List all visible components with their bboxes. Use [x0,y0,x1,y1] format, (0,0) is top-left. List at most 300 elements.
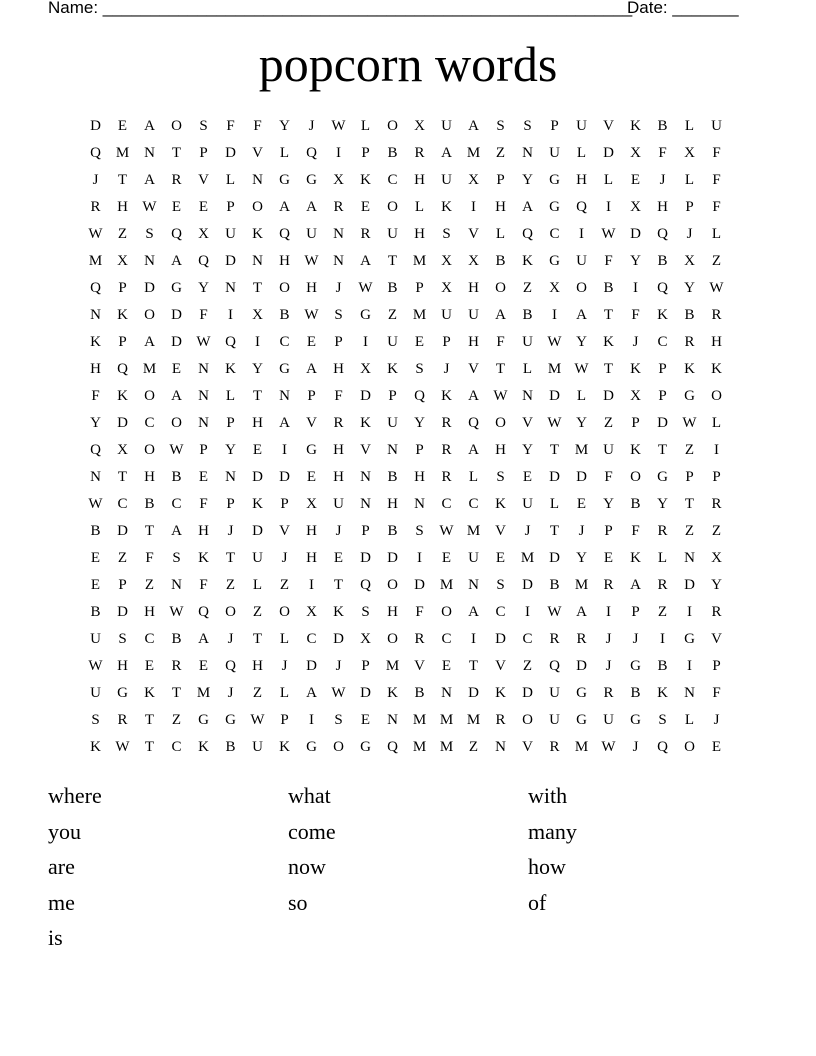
grid-letter: K [252,226,263,242]
grid-letter: B [225,739,236,755]
grid-letter: X [441,280,452,296]
grid-letter: E [522,469,533,485]
grid-letter: N [90,307,101,323]
grid-letter: D [549,388,560,404]
grid-letter: X [468,172,479,188]
grid-row [82,221,730,248]
grid-letter: J [92,172,99,188]
grid-letter: R [711,307,722,323]
grid-letter: E [495,550,506,566]
grid-letter: V [306,415,317,431]
grid-letter: F [712,172,721,188]
grid-letter: N [144,145,155,161]
grid-letter: F [604,253,613,269]
grid-letter: A [171,388,182,404]
grid-letter: Q [225,334,236,350]
grid-letter: P [604,523,613,539]
grid-letter: A [360,253,371,269]
grid-letter: K [360,172,371,188]
grid-letter: J [443,361,450,377]
grid-letter: S [361,604,370,620]
grid-letter: E [441,550,452,566]
grid-letter: L [549,496,560,512]
grid-letter: D [171,334,182,350]
grid-letter: C [117,496,128,512]
grid-letter: U [711,118,722,134]
grid-letter: W [547,334,562,350]
grid-letter: K [252,496,263,512]
grid-letter: W [709,280,724,296]
grid-letter: P [685,199,694,215]
grid-letter: E [252,442,263,458]
grid-letter: K [657,685,668,701]
grid-letter: U [603,442,614,458]
grid-letter: O [279,280,290,296]
grid-letter: O [387,118,398,134]
grid-letter: Y [198,280,209,296]
grid-row [82,194,730,221]
grid-letter: G [576,712,587,728]
grid-letter: B [171,631,182,647]
grid-letter: H [468,334,479,350]
grid-letter: M [466,712,481,728]
grid-letter: K [630,118,641,134]
grid-letter: T [549,523,560,539]
grid-letter: K [225,361,236,377]
grid-letter: G [225,712,236,728]
grid-letter: D [414,577,425,593]
grid-letter: W [88,496,103,512]
grid-letter: R [90,199,101,215]
grid-letter: H [414,469,425,485]
grid-letter: A [468,442,479,458]
grid-letter: D [603,145,614,161]
grid-letter: W [547,604,562,620]
grid-letter: E [90,550,101,566]
grid-letter: Z [279,577,290,593]
grid-letter: W [115,739,130,755]
grid-letter: F [91,388,100,404]
grid-letter: Q [657,226,668,242]
grid-letter: E [360,199,371,215]
grid-letter: Q [306,145,317,161]
grid-letter: O [441,604,452,620]
grid-letter: P [118,334,127,350]
grid-row [82,302,730,329]
grid-row [82,626,730,653]
grid-letter: W [682,415,697,431]
grid-letter: K [495,685,506,701]
grid-letter: P [631,415,640,431]
grid-letter: R [414,145,425,161]
grid-letter: B [387,469,398,485]
grid-letter: X [630,199,641,215]
grid-letter: D [360,388,371,404]
grid-letter: J [632,739,639,755]
grid-letter: J [659,172,666,188]
grid-letter: N [387,442,398,458]
grid-letter: H [279,253,290,269]
grid-letter: A [171,523,182,539]
grid-letter: R [171,172,182,188]
grid-letter: K [441,388,452,404]
grid-letter: N [522,388,533,404]
grid-letter: R [171,658,182,674]
grid-letter: L [225,388,236,404]
grid-letter: C [522,631,533,647]
grid-letter: W [358,280,373,296]
grid-letter: J [686,226,693,242]
grid-letter: E [711,739,722,755]
grid-letter: X [711,550,722,566]
grid-letter: U [441,118,452,134]
grid-letter: K [711,361,722,377]
grid-letter: M [115,145,130,161]
grid-letter: W [493,388,508,404]
grid-letter: O [144,307,155,323]
grid-letter: K [630,442,641,458]
grid-letter: F [199,496,208,512]
grid-letter: L [279,685,290,701]
grid-letter: D [549,550,560,566]
grid-letter: P [631,604,640,620]
grid-letter: M [520,550,535,566]
grid-letter: Q [657,739,668,755]
grid-letter: O [495,415,506,431]
grid-letter: N [522,145,533,161]
grid-letter: P [415,442,424,458]
grid-letter: V [522,415,533,431]
grid-letter: I [525,604,530,620]
grid-letter: B [603,280,614,296]
grid-letter: A [630,577,641,593]
grid-letter: X [441,253,452,269]
grid-letter: N [360,496,371,512]
grid-letter: T [117,469,128,485]
grid-letter: N [333,226,344,242]
grid-letter: R [414,631,425,647]
grid-letter: V [495,658,506,674]
grid-letter: C [279,334,290,350]
grid-letter: V [198,172,209,188]
grid-letter: G [117,685,128,701]
grid-letter: U [90,631,101,647]
grid-letter: R [441,469,452,485]
grid-letter: O [387,199,398,215]
grid-letter: I [687,604,692,620]
grid-letter: A [279,199,290,215]
grid-letter: M [574,442,589,458]
grid-letter: H [387,604,398,620]
grid-letter: T [252,280,263,296]
grid-letter: B [144,496,155,512]
grid-letter: G [198,712,209,728]
grid-letter: L [522,361,533,377]
grid-letter: U [576,253,587,269]
grid-letter: Y [414,415,425,431]
grid-letter: O [171,415,182,431]
grid-letter: O [495,280,506,296]
grid-row [82,545,730,572]
word-bank-item: how [528,854,566,879]
grid-letter: O [576,280,587,296]
grid-letter: N [684,550,695,566]
word-bank-item: you [48,818,81,844]
grid-letter: S [415,523,424,539]
grid-letter: R [333,199,344,215]
grid-letter: O [171,118,182,134]
grid-letter: B [90,604,101,620]
grid-letter: C [144,631,155,647]
grid-letter: C [306,631,317,647]
grid-letter: N [198,361,209,377]
grid-letter: Y [603,496,614,512]
grid-letter: G [279,172,290,188]
grid-letter: A [576,604,587,620]
grid-letter: Y [576,415,587,431]
word-bank-item: many [528,818,577,844]
grid-letter: B [495,253,506,269]
grid-letter: V [279,523,290,539]
word-bank-item: are [48,854,75,879]
grid-letter: R [711,496,722,512]
grid-row [82,518,730,545]
grid-letter: M [547,361,562,377]
grid-letter: N [171,577,182,593]
grid-letter: S [118,631,127,647]
grid-letter: D [603,388,614,404]
grid-letter: R [549,631,560,647]
grid-letter: P [685,469,694,485]
grid-letter: D [117,415,128,431]
grid-letter: K [495,496,506,512]
grid-letter: J [632,631,639,647]
grid-letter: X [630,388,641,404]
grid-letter: D [90,118,101,134]
grid-letter: Q [522,226,533,242]
grid-letter: T [171,145,182,161]
grid-letter: M [88,253,103,269]
grid-letter: S [496,577,505,593]
grid-letter: G [360,307,371,323]
grid-letter: Z [603,415,614,431]
grid-letter: Y [576,334,587,350]
grid-letter: H [495,199,506,215]
grid-letter: A [468,604,479,620]
grid-letter: L [252,577,263,593]
word-bank-item: what [288,783,331,808]
grid-letter: I [471,631,476,647]
grid-letter: D [333,631,344,647]
grid-letter: T [144,739,155,755]
grid-letter: T [117,172,128,188]
grid-row [82,356,730,383]
grid-letter: D [468,685,479,701]
grid-letter: R [117,712,128,728]
word-bank-item: is [48,925,63,950]
grid-letter: J [578,523,585,539]
grid-letter: F [658,145,667,161]
grid-letter: D [117,604,128,620]
grid-letter: W [169,442,184,458]
grid-letter: K [279,739,290,755]
grid-letter: R [603,685,614,701]
grid-row [82,329,730,356]
grid-letter: D [279,469,290,485]
grid-letter: V [711,631,722,647]
grid-letter: X [117,442,128,458]
grid-letter: Z [171,712,182,728]
grid-letter: M [412,253,427,269]
grid-letter: T [144,523,155,539]
grid-letter: L [657,550,668,566]
grid-letter: P [658,388,667,404]
grid-letter: W [88,226,103,242]
grid-letter: H [144,469,155,485]
grid-letter: Y [279,118,290,134]
grid-letter: H [252,658,263,674]
grid-letter: J [335,280,342,296]
word-bank-item: where [48,783,102,808]
grid-letter: E [198,658,209,674]
grid-letter: H [90,361,101,377]
grid-letter: W [331,118,346,134]
grid-letter: S [334,712,343,728]
grid-letter: J [227,523,234,539]
grid-letter: D [630,226,641,242]
grid-letter: J [605,658,612,674]
grid-letter: I [336,145,341,161]
grid-letter: J [632,334,639,350]
grid-letter: B [522,307,533,323]
grid-letter: X [198,226,209,242]
grid-letter: Z [117,550,128,566]
grid-letter: D [360,685,371,701]
grid-letter: A [468,118,479,134]
grid-letter: C [441,496,452,512]
grid-letter: P [199,145,208,161]
grid-letter: W [169,604,184,620]
grid-letter: M [412,739,427,755]
grid-letter: P [415,280,424,296]
grid-letter: Y [522,172,533,188]
grid-letter: R [441,415,452,431]
grid-letter: S [91,712,100,728]
grid-letter: D [522,685,533,701]
grid-letter: Z [387,307,398,323]
grid-letter: J [281,658,288,674]
grid-row [82,383,730,410]
grid-letter: R [576,631,587,647]
grid-letter: N [252,253,263,269]
grid-letter: H [333,469,344,485]
grid-letter: A [468,388,479,404]
grid-letter: H [252,415,263,431]
grid-letter: K [198,550,209,566]
grid-letter: Y [225,442,236,458]
grid-letter: G [306,172,317,188]
grid-letter: O [279,604,290,620]
grid-letter: I [606,199,611,215]
grid-letter: H [576,172,587,188]
grid-letter: Z [117,226,128,242]
grid-letter: R [441,442,452,458]
grid-letter: I [579,226,584,242]
grid-letter: A [171,253,182,269]
grid-letter: U [522,496,533,512]
grid-letter: J [713,712,720,728]
grid-letter: B [657,658,668,674]
grid-letter: M [439,712,454,728]
grid-letter: V [468,361,479,377]
grid-letter: Q [90,145,101,161]
word-bank-item: with [528,783,568,808]
grid-letter: L [495,226,506,242]
grid-letter: Q [468,415,479,431]
grid-letter: Q [117,361,128,377]
grid-letter: S [496,469,505,485]
grid-letter: D [306,658,317,674]
grid-letter: V [522,739,533,755]
grid-letter: G [360,739,371,755]
grid-letter: Z [144,577,155,593]
grid-letter: E [576,496,587,512]
grid-letter: I [282,442,287,458]
grid-letter: F [712,199,721,215]
grid-letter: S [496,118,505,134]
grid-letter: S [172,550,181,566]
grid-letter: H [198,523,209,539]
grid-letter: I [471,199,476,215]
grid-letter: A [279,415,290,431]
grid-letter: V [603,118,614,134]
grid-letter: V [360,442,371,458]
grid-letter: G [549,199,560,215]
grid-letter: P [442,334,451,350]
grid-letter: W [601,739,616,755]
grid-letter: B [279,307,290,323]
grid-letter: U [549,145,560,161]
grid-letter: X [117,253,128,269]
grid-letter: Q [90,280,101,296]
name-field-label: Name: ________________________________________________________ [48,0,633,17]
grid-letter: Q [360,577,371,593]
grid-letter: E [360,712,371,728]
grid-letter: L [603,172,614,188]
grid-letter: J [308,118,315,134]
grid-letter: K [441,199,452,215]
grid-letter: X [684,145,695,161]
grid-letter: M [412,712,427,728]
grid-letter: P [361,145,370,161]
grid-letter: P [199,442,208,458]
grid-letter: Z [711,523,722,539]
grid-letter: R [360,226,371,242]
grid-row [82,653,730,680]
grid-letter: G [684,631,695,647]
grid-letter: F [604,469,613,485]
grid-letter: M [196,685,211,701]
grid-letter: Q [90,442,101,458]
grid-letter: O [522,712,533,728]
grid-letter: B [387,145,398,161]
grid-letter: J [335,523,342,539]
grid-letter: N [225,469,236,485]
grid-letter: E [333,550,344,566]
grid-letter: G [549,253,560,269]
grid-letter: L [684,172,695,188]
grid-letter: C [387,172,398,188]
